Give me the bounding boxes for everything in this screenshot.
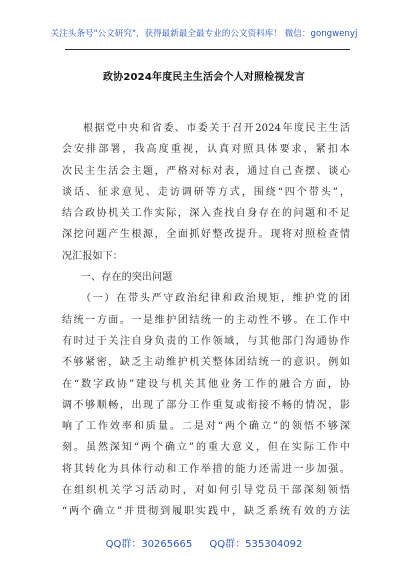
document-body [62,118,350,523]
body-line: 谈话、征求意见、走访调研等方式，围绕“四个带头”， [62,186,350,198]
header-banner: 关注头条号"公文研究"，获得最新最全最专业的公文资料库！ 微信：gongwenyj [50,29,358,39]
body-line: 不够紧密，缺乏主动维护机关整体团结统一的意识。例如 [62,357,350,369]
body-line: 况汇报如下： [62,250,123,262]
header-divider [65,49,350,50]
body-line: 刻。虽然深知“两个确立”的重大意义，但在实际工作中 [62,442,350,454]
body-line: 调不够顺畅，出现了部分工作重复或衔接不畅的情况，影 [62,399,350,411]
footer-qq-group-2: QQ群：535304092 [209,539,303,550]
document-title: 政协2024年度民主生活会个人对照检视发言 [102,72,306,83]
body-line: 在组织机关学习活动时，对如何引导党员干部深刻领悟 [62,485,350,497]
body-line: （一）在带头严守政治纪律和政治规矩，维护党的团 [81,293,350,305]
body-line: 有时过于关注自身负责的工作领域，与其他部门沟通协作 [62,335,350,347]
body-line: 在“数字政协”建设与机关其他业务工作的融合方面，协 [62,378,350,390]
footer-qq-group-1: QQ群：30265665 [105,539,193,550]
body-line: 会安排部署，我高度重视，认真对照具体要求，紧扣本 [62,144,350,156]
body-line: 响了工作效率和质量。二是对“两个确立”的领悟不够深 [62,421,350,433]
body-line: “两个确立”并贯彻到履职实践中，缺乏系统有效的方法 [62,506,350,518]
section-heading: 一、存在的突出问题 [81,272,173,284]
body-line: 结统一方面。一是维护团结统一的主动性不够。在工作中 [62,314,350,326]
body-line: 根据党中央和省委、市委关于召开2024年度民主生活 [83,123,350,134]
body-line: 深挖问题产生根源，全面抓好整改提升。现将对照检查情 [62,229,350,241]
body-line: 结合政协机关工作实际，深入查找自身存在的问题和不足 [62,208,350,220]
footer-contact [0,535,408,550]
body-line: 次民主生活会主题，严格对标对表，通过自己查摆、谈心 [62,165,350,177]
body-line: 将其转化为具体行动和工作举措的能力还需进一步加强。 [62,463,350,475]
